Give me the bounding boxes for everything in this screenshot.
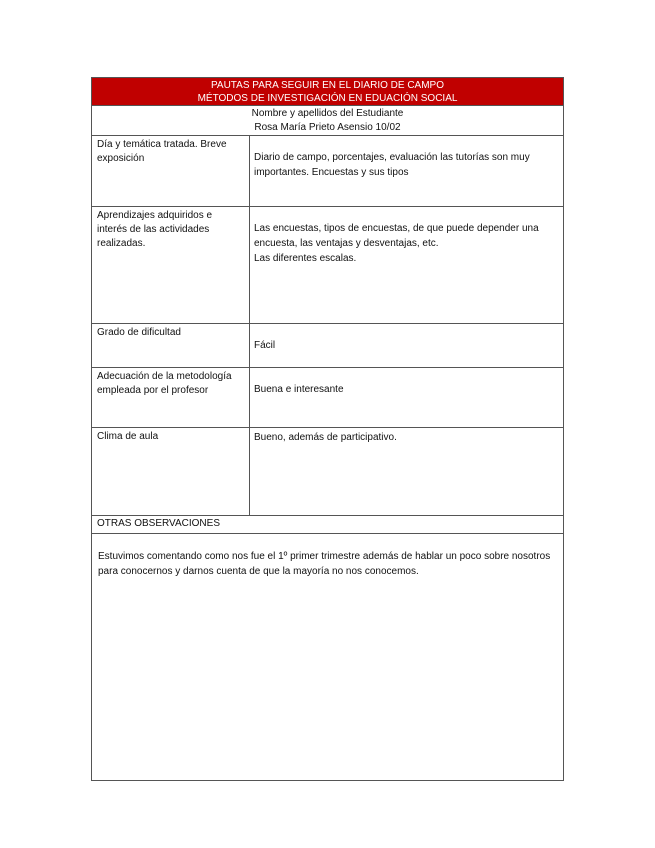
row-difficulty [92,324,563,368]
student-section [92,106,563,136]
row-value [250,368,563,427]
row-label: Día y temática tratada. Breve exposición [92,136,250,206]
row-value [250,136,563,206]
row-value-text: Fácil [254,340,276,351]
row-learning [92,207,563,324]
field-diary-form [91,77,564,781]
row-value-text: Diario de campo, porcentajes, evaluación las tutorías son muy importantes. Encuestas y sus tipos [254,152,530,178]
form-header [92,78,563,106]
row-value [250,428,563,515]
row-label: Aprendizajes adquiridos e interés de las actividades realizadas. [92,207,250,323]
row-day-topic [92,136,563,207]
header-title: PAUTAS PARA SEGUIR EN EL DIARIO DE CAMPO [210,80,444,91]
observations-text: Estuvimos comentando como nos fue el 1º primer trimestre además de hablar un poco sobre nosotros para conocernos y darnos cuenta de que la mayoría no nos conocemos. [98,551,551,577]
row-class-climate [92,428,563,516]
row-value-text: Buena e interesante [254,384,344,395]
student-label: Nombre y apellidos del Estudiante [251,108,404,119]
observations-title: OTRAS OBSERVACIONES [92,516,563,534]
row-value-text-2: Las diferentes escalas. [254,253,357,264]
row-methodology [92,368,563,428]
row-value-text: Bueno, además de participativo. [254,432,397,443]
row-value [250,324,563,367]
row-value [250,207,563,323]
student-name: Rosa María Prieto Asensio 10/02 [254,122,401,133]
row-value-text: Las encuestas, tipos de encuestas, de que puede depender una encuesta, las ventajas y desventajas, etc. [254,223,539,249]
row-label: Grado de dificultad [92,324,250,367]
row-label: Adecuación de la metodología empleada por el profesor [92,368,250,427]
row-label: Clima de aula [92,428,250,515]
header-subtitle: MÉTODOS DE INVESTIGACIÓN EN EDUACIÓN SOCIAL [197,93,458,104]
